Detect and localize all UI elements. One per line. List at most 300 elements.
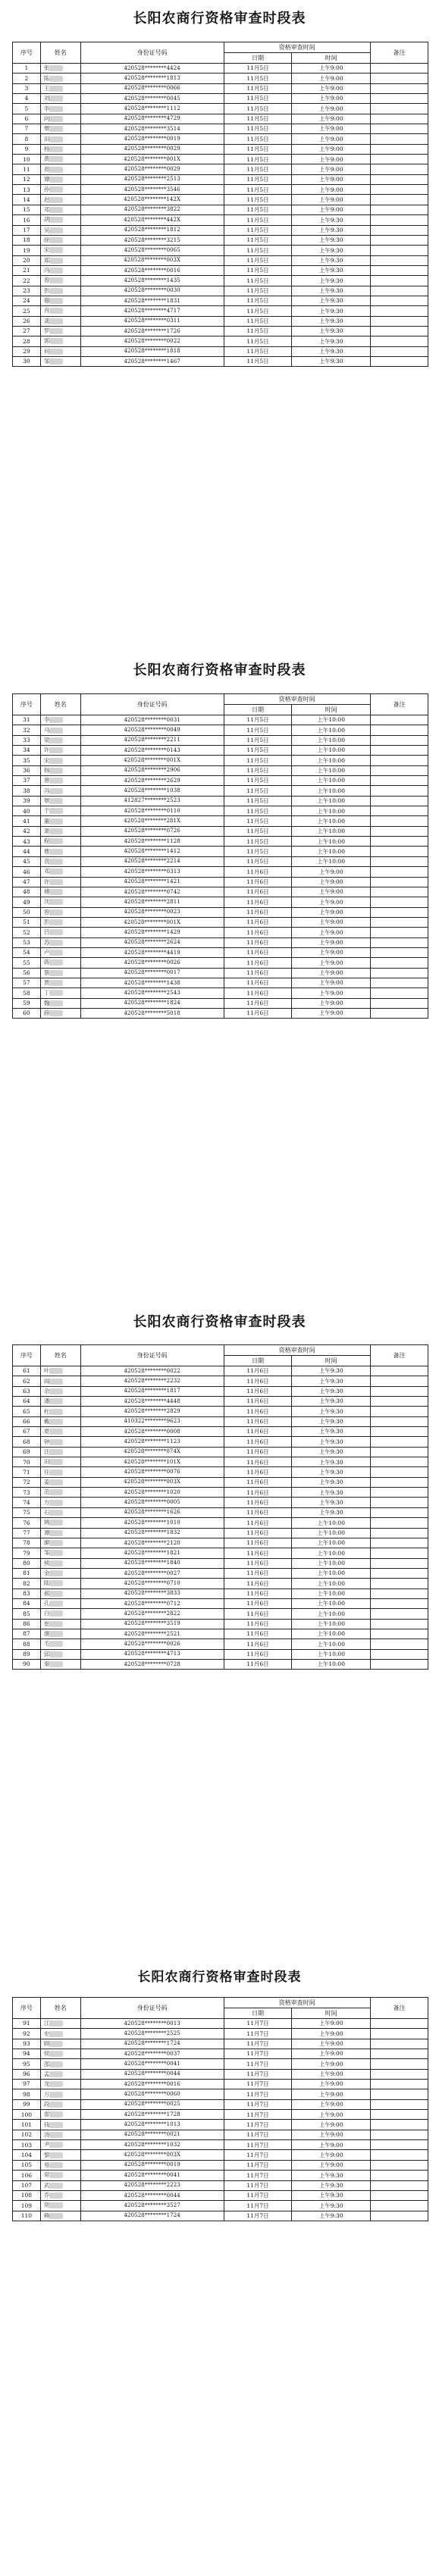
row-id	[80, 2080, 224, 2089]
row-date	[224, 185, 292, 195]
row-name	[40, 2180, 80, 2190]
row-no-text: 70	[23, 1458, 30, 1466]
redacted-name-block	[49, 2172, 63, 2178]
row-time	[292, 1609, 371, 1619]
row-name-text: 李	[43, 105, 50, 112]
row-id-text: 420528********0023	[124, 909, 180, 916]
row-no-text: 95	[23, 2060, 30, 2067]
row-time	[292, 2049, 371, 2059]
row-time-text: 上午10:00	[317, 847, 345, 855]
redacted-name-block	[49, 358, 63, 365]
row-name-text: 黄	[43, 155, 50, 163]
row-date	[224, 225, 292, 235]
row-id-text: 420528********1724	[124, 2040, 180, 2047]
row-date	[224, 826, 292, 836]
row-no-text: 101	[20, 2121, 33, 2128]
row-name-text: 周	[43, 165, 50, 173]
row-id	[80, 1598, 224, 1608]
table-row	[13, 2089, 428, 2099]
row-date-text: 11月7日	[246, 2192, 269, 2199]
row-date	[224, 2120, 292, 2130]
row-date	[224, 2099, 292, 2109]
row-id-text: 420528********1429	[124, 928, 180, 935]
row-name	[40, 2089, 80, 2099]
row-id	[80, 2120, 224, 2130]
row-id	[80, 2029, 224, 2039]
row-time-text: 上午10:00	[317, 747, 345, 754]
row-name-text: 萧	[43, 827, 50, 834]
row-name	[40, 746, 80, 756]
row-date	[224, 2150, 292, 2160]
row-no	[13, 1437, 41, 1447]
row-time-text: 上午9:00	[318, 2131, 343, 2139]
row-id-text: 420528********3215	[124, 236, 180, 243]
row-id	[80, 83, 224, 93]
redacted-name-block	[49, 1601, 63, 1607]
row-date-text: 11月5日	[246, 256, 269, 264]
row-name-text: 许	[43, 878, 50, 885]
table-row	[13, 725, 428, 735]
row-remark	[370, 928, 428, 937]
row-no-text: 74	[23, 1498, 30, 1506]
row-id-text: 420528********0712	[124, 1600, 180, 1607]
row-time	[292, 978, 371, 988]
row-id-text: 420528********0728	[124, 1660, 180, 1667]
row-remark	[370, 2110, 428, 2120]
row-name	[40, 2171, 80, 2180]
table-row	[13, 356, 428, 366]
row-date	[224, 306, 292, 316]
row-date	[224, 988, 292, 998]
redacted-name-block	[49, 1419, 63, 1425]
row-time-text: 上午10:00	[317, 1600, 345, 1607]
row-name-text: 赵	[43, 196, 50, 203]
row-date-text: 11月5日	[246, 726, 269, 734]
table-row	[13, 958, 428, 968]
table-row	[13, 164, 428, 174]
row-date-text: 11月6日	[246, 1407, 269, 1415]
table-row	[13, 144, 428, 154]
table-row	[13, 1008, 428, 1018]
row-time	[292, 1477, 371, 1487]
row-date-text: 11月7日	[246, 2121, 269, 2128]
row-time	[292, 1427, 371, 1437]
row-id-text: 420528********1832	[124, 1529, 180, 1536]
row-date-text: 11月6日	[246, 919, 269, 926]
redacted-name-block	[49, 970, 63, 976]
row-name	[40, 1649, 80, 1659]
row-time	[292, 2059, 371, 2069]
row-id	[80, 255, 224, 265]
row-time	[292, 164, 371, 174]
redacted-name-block	[49, 116, 63, 122]
row-time-text: 上午9:30	[318, 1468, 343, 1476]
row-remark	[370, 286, 428, 296]
redacted-name-block	[49, 1580, 63, 1586]
redacted-name-block	[49, 1368, 63, 1374]
row-no-text: 73	[23, 1488, 30, 1496]
row-no	[13, 2069, 41, 2079]
row-remark	[370, 2120, 428, 2130]
row-no-text: 53	[23, 938, 30, 946]
row-remark	[370, 2049, 428, 2059]
row-name-text: 彭	[43, 919, 50, 926]
header-name: 姓名	[40, 694, 80, 715]
row-name	[40, 2019, 80, 2029]
row-name-text: 段	[43, 2100, 50, 2108]
row-id	[80, 326, 224, 336]
row-no-text: 8	[24, 135, 29, 142]
row-date	[224, 1598, 292, 1608]
row-time-text: 上午10:00	[317, 1529, 345, 1536]
row-id	[80, 114, 224, 124]
row-id	[80, 937, 224, 947]
row-name	[40, 907, 80, 917]
row-id	[80, 195, 224, 205]
table-row	[13, 155, 428, 164]
row-id	[80, 1639, 224, 1649]
row-date-text: 11月5日	[246, 787, 269, 794]
row-time	[292, 2039, 371, 2049]
table-row	[13, 1588, 428, 1598]
row-remark	[370, 796, 428, 806]
row-date-text: 11月6日	[246, 1479, 269, 1486]
redacted-name-block	[49, 65, 63, 71]
row-time	[292, 1447, 371, 1457]
table-row	[13, 856, 428, 866]
row-time-text: 上午9:00	[318, 2151, 343, 2158]
row-name	[40, 1629, 80, 1639]
row-id	[80, 2150, 224, 2160]
row-date	[224, 1366, 292, 1376]
row-time-text: 上午9:00	[318, 959, 343, 966]
row-date	[224, 2019, 292, 2029]
table-row	[13, 907, 428, 917]
table-row	[13, 2049, 428, 2059]
row-time-text: 上午9:30	[318, 1488, 343, 1496]
row-remark	[370, 1629, 428, 1639]
redacted-name-block	[49, 990, 63, 996]
redacted-name-block	[49, 1520, 63, 1526]
row-date-text: 11月5日	[246, 828, 269, 835]
redacted-name-block	[49, 1379, 63, 1385]
row-name	[40, 114, 80, 124]
row-name	[40, 887, 80, 897]
row-time	[292, 83, 371, 93]
row-date	[224, 1386, 292, 1396]
row-no-text: 71	[23, 1468, 30, 1476]
row-time-text: 上午10:00	[317, 1651, 345, 1658]
table-row	[13, 1598, 428, 1608]
row-id	[80, 897, 224, 907]
row-name-text: 邓	[43, 868, 50, 875]
row-name	[40, 336, 80, 346]
row-id-text: 420528********1038	[124, 787, 180, 794]
row-no-text: 48	[23, 888, 30, 896]
row-id-text: 420528********0022	[124, 337, 180, 344]
row-time-text: 上午9:00	[318, 898, 343, 906]
row-time	[292, 2201, 371, 2211]
row-time	[292, 255, 371, 265]
row-name-text: 万	[43, 2090, 50, 2098]
redacted-name-block	[49, 778, 63, 784]
row-time-text: 上午10:00	[317, 756, 345, 764]
row-no	[13, 816, 41, 826]
redacted-name-block	[49, 1510, 63, 1516]
schedule-table	[12, 693, 428, 1019]
row-date	[224, 215, 292, 225]
row-no	[13, 2110, 41, 2120]
row-no	[13, 286, 41, 296]
row-no	[13, 1609, 41, 1619]
row-time-text: 上午10:00	[317, 1660, 345, 1668]
row-time-text: 上午9:30	[318, 1398, 343, 1405]
row-no	[13, 1588, 41, 1598]
row-no	[13, 917, 41, 927]
row-name-text: 傅	[43, 888, 50, 896]
row-date	[224, 1407, 292, 1416]
row-date	[224, 1498, 292, 1507]
redacted-name-block	[49, 2162, 63, 2168]
row-no-text: 83	[23, 1589, 30, 1597]
row-no	[13, 74, 41, 83]
row-no	[13, 776, 41, 786]
row-remark	[370, 968, 428, 978]
row-id	[80, 64, 224, 74]
row-id	[80, 1579, 224, 1588]
row-remark	[370, 1528, 428, 1538]
table-row	[13, 195, 428, 205]
row-id-text: 420528********0742	[124, 888, 180, 895]
row-name-text: 程	[43, 837, 50, 845]
row-remark	[370, 1538, 428, 1548]
row-no-text: 12	[23, 176, 30, 183]
redacted-name-block	[49, 728, 63, 734]
row-time	[292, 296, 371, 305]
row-no	[13, 2211, 41, 2221]
redacted-name-block	[49, 929, 63, 935]
row-date	[224, 2069, 292, 2079]
row-date-text: 11月6日	[246, 1498, 269, 1506]
row-date	[224, 947, 292, 957]
row-remark	[370, 917, 428, 927]
row-date-text: 11月6日	[246, 949, 269, 956]
row-id-text: 420528********4729	[124, 115, 180, 122]
row-name-text: 邵	[43, 2060, 50, 2067]
row-id-text: 420528********003X	[124, 1479, 181, 1485]
row-id	[80, 94, 224, 104]
row-no	[13, 1629, 41, 1639]
row-no-text: 69	[23, 1448, 30, 1456]
row-time-text: 上午9:00	[318, 2121, 343, 2128]
row-id-text: 420528********5018	[124, 1009, 180, 1016]
row-no	[13, 2120, 41, 2130]
row-id	[80, 2099, 224, 2109]
table-row	[13, 2211, 428, 2221]
row-name	[40, 2211, 80, 2221]
row-id	[80, 1376, 224, 1386]
row-id-text: 420528********2232	[124, 1378, 180, 1385]
table-row	[13, 897, 428, 907]
row-time-text: 上午9:00	[318, 2030, 343, 2037]
row-remark	[370, 2099, 428, 2109]
row-time-text: 上午9:30	[318, 348, 343, 355]
row-date	[224, 1376, 292, 1386]
row-remark	[370, 1437, 428, 1447]
row-date-text: 11月5日	[246, 327, 269, 335]
row-no	[13, 306, 41, 316]
row-id-text: 420528********1013	[124, 2121, 180, 2128]
row-time	[292, 326, 371, 336]
row-id-text: 420528********4419	[124, 949, 180, 956]
row-name-text: 贺	[43, 2202, 50, 2209]
row-date	[224, 1568, 292, 1578]
row-date-text: 11月6日	[246, 1529, 269, 1536]
row-name	[40, 2029, 80, 2039]
row-time	[292, 2110, 371, 2120]
row-name	[40, 867, 80, 877]
row-date-text: 11月6日	[246, 908, 269, 916]
table-row	[13, 998, 428, 1008]
row-time-text: 上午9:30	[318, 1509, 343, 1516]
row-no	[13, 2059, 41, 2069]
row-time	[292, 356, 371, 366]
row-date-text: 11月5日	[246, 358, 269, 365]
row-time	[292, 998, 371, 1008]
row-date-text: 11月5日	[246, 125, 269, 133]
row-time	[292, 1386, 371, 1396]
row-time	[292, 796, 371, 806]
redacted-name-block	[49, 167, 63, 173]
redacted-name-block	[49, 76, 63, 82]
header-no: 序号	[13, 694, 41, 715]
row-date	[224, 336, 292, 346]
table-row	[13, 1477, 428, 1487]
row-time-text: 上午10:00	[317, 1579, 345, 1587]
row-date	[224, 1629, 292, 1639]
row-no-text: 32	[23, 726, 30, 734]
row-time	[292, 776, 371, 786]
row-no-text: 2	[24, 74, 29, 82]
row-name-text: 曾	[43, 277, 50, 284]
row-name	[40, 296, 80, 305]
row-id	[80, 155, 224, 164]
row-no-text: 86	[23, 1620, 30, 1628]
row-date-text: 11月5日	[246, 277, 269, 284]
row-remark	[370, 124, 428, 134]
row-name	[40, 1518, 80, 1528]
row-date-text: 11月6日	[246, 1488, 269, 1496]
row-date-text: 11月6日	[246, 1539, 269, 1547]
redacted-name-block	[49, 227, 63, 233]
row-time-text: 上午9:30	[318, 1479, 343, 1486]
table-row	[13, 1528, 428, 1538]
row-name-text: 夏	[43, 1428, 50, 1435]
row-date-text: 11月7日	[246, 2131, 269, 2139]
row-remark	[370, 195, 428, 205]
row-date	[224, 1488, 292, 1498]
row-id-text: 420528********4713	[124, 1651, 180, 1657]
row-id	[80, 837, 224, 847]
row-date-text: 11月7日	[246, 2151, 269, 2158]
row-time	[292, 856, 371, 866]
row-time-text: 上午9:00	[318, 146, 343, 153]
row-name	[40, 215, 80, 225]
row-remark	[370, 114, 428, 124]
redacted-name-block	[49, 106, 63, 112]
row-time	[292, 155, 371, 164]
row-name	[40, 826, 80, 836]
row-no	[13, 296, 41, 305]
table-row	[13, 2019, 428, 2029]
row-id	[80, 2049, 224, 2059]
row-id-text: 420528********442X	[124, 216, 181, 223]
row-name-text: 姚	[43, 1519, 50, 1526]
row-date-text: 11月6日	[246, 1570, 269, 1577]
row-id	[80, 336, 224, 346]
row-no	[13, 1376, 41, 1386]
row-name	[40, 124, 80, 134]
row-time	[292, 1538, 371, 1548]
row-remark	[370, 856, 428, 866]
row-id-text: 420528********2543	[124, 989, 180, 996]
row-name-text: 白	[43, 1610, 50, 1617]
row-name-text: 雷	[43, 2111, 50, 2118]
redacted-name-block	[49, 899, 63, 905]
row-time	[292, 2130, 371, 2139]
row-no	[13, 2130, 41, 2139]
table-row	[13, 1467, 428, 1477]
row-remark	[370, 2190, 428, 2200]
row-time	[292, 2150, 371, 2160]
table-row	[13, 296, 428, 305]
schedule-table	[12, 1344, 428, 1670]
row-id	[80, 1568, 224, 1578]
row-no	[13, 867, 41, 877]
row-id-text: 420528********3546	[124, 186, 180, 192]
row-remark	[370, 74, 428, 83]
row-no	[13, 1518, 41, 1528]
row-date	[224, 265, 292, 275]
row-date-text: 11月5日	[246, 307, 269, 315]
row-no	[13, 1416, 41, 1426]
row-date	[224, 907, 292, 917]
row-date	[224, 346, 292, 356]
row-date	[224, 765, 292, 775]
table-row	[13, 326, 428, 336]
row-time	[292, 1568, 371, 1578]
row-date-text: 11月7日	[246, 2181, 269, 2189]
redacted-name-block	[49, 717, 63, 723]
row-time	[292, 1488, 371, 1498]
row-name-text: 金	[43, 1570, 50, 1577]
row-id	[80, 1507, 224, 1517]
row-no	[13, 1528, 41, 1538]
row-date	[224, 756, 292, 765]
redacted-name-block	[49, 859, 63, 865]
row-date	[224, 124, 292, 134]
table-row	[13, 1447, 428, 1457]
row-no	[13, 756, 41, 765]
row-id	[80, 2190, 224, 2200]
row-no-text: 107	[20, 2181, 33, 2189]
row-no	[13, 356, 41, 366]
row-name	[40, 164, 80, 174]
row-date-text: 11月5日	[246, 837, 269, 845]
row-id-text: 420528********101X	[124, 1458, 181, 1465]
row-date	[224, 2130, 292, 2139]
row-remark	[370, 104, 428, 114]
